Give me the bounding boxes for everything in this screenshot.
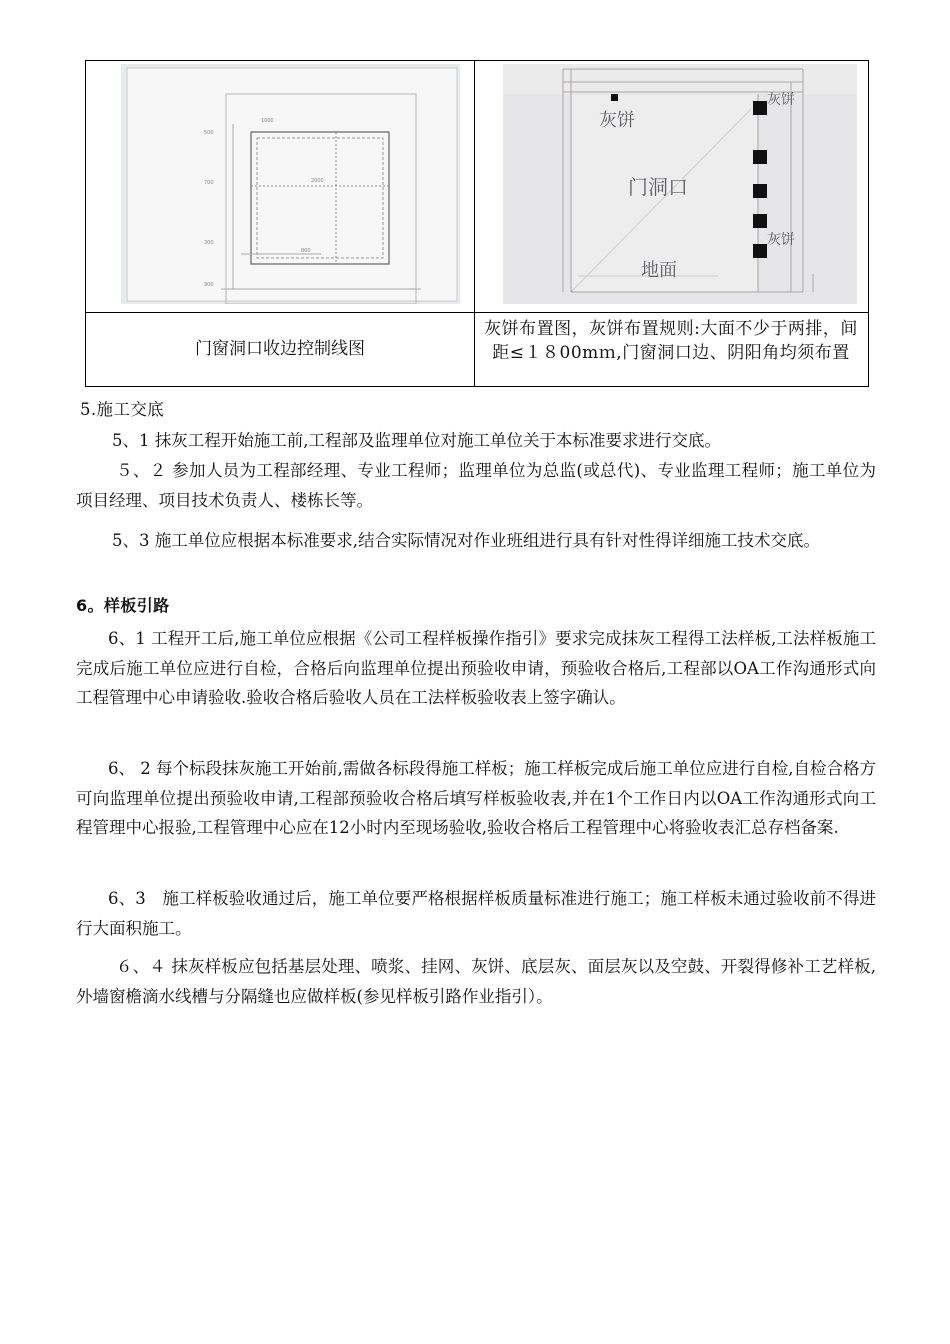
section5-heading: 5.施工交底 bbox=[80, 400, 165, 419]
svg-text:800: 800 bbox=[301, 248, 311, 254]
figure-table bbox=[85, 60, 869, 387]
section5-paragraph-3: 5、3 施工单位应根据本标准要求,结合实际情况对作业班组进行具有针对性得详细施工技术交底。 bbox=[112, 531, 820, 550]
svg-text:700: 700 bbox=[204, 180, 214, 186]
section5-paragraph-1: 5、1 抹灰工程开始施工前,工程部及监理单位对施工单位关于本标准要求进行交底。 bbox=[112, 431, 721, 450]
right-caption: 灰饼布置图，灰饼布置规则:大面不少于两排，间距≤１８00mｍ,门窗洞口边、阴阳角均须布置 bbox=[484, 319, 858, 363]
left-caption: 门窗洞口收边控制线图 bbox=[195, 339, 365, 359]
opening-label: 门洞口 bbox=[628, 175, 688, 199]
svg-text:1000: 1000 bbox=[261, 118, 274, 124]
section6-paragraph-2: 6、 2 每个标段抹灰施工开始前,需做各标段得施工样板；施工样板完成后施工单位应进行自检,自检合格方可向监理单位提出预验收申请,工程部预验收合格后填写样板验收表,并在1个工作日内以OA工作沟通形式向工程管理中心报验,工程管理中心应在12小时内至现场验收,验收合格后工程管理中心将验收表汇总存档备案. bbox=[76, 759, 876, 838]
cake-label-right-top: 灰饼 bbox=[767, 92, 795, 108]
floor-label: 地面 bbox=[641, 260, 677, 281]
section6-heading: 6。样板引路 bbox=[76, 596, 170, 615]
section6-paragraph-4: ６、４ 抹灰样板应包括基层处理、喷浆、挂网、灰饼、底层灰、面层灰以及空鼓、开裂得修补工艺样板,外墙窗檐滴水线槽与分隔缝也应做样板(参见样板引路作业指引）。 bbox=[76, 957, 876, 1006]
svg-text:300: 300 bbox=[204, 240, 214, 246]
svg-text:2000: 2000 bbox=[311, 178, 324, 184]
cake-label-top: 灰饼 bbox=[599, 110, 635, 131]
section5-paragraph-2: ５、２ 参加人员为工程部经理、专业工程师；监理单位为总监(或总代)、专业监理工程师；施工单位为项目经理、项目技术负责人、楼栋长等。 bbox=[76, 461, 876, 510]
svg-text:900: 900 bbox=[204, 282, 214, 288]
section6-paragraph-1: 6、1 工程开工后,施工单位应根据《公司工程样板操作指引》要求完成抹灰工程得工法样板,工法样板施工完成后施工单位应进行自检，合格后向监理单位提出预验收申请，预验收合格后,工程部以OA工作沟通形式向工程管理中心申请验收.验收合格后验收人员在工法样板验收表上签字确认。 bbox=[76, 629, 876, 708]
control-line-drawing-photo bbox=[121, 64, 460, 304]
svg-text:500: 500 bbox=[204, 130, 214, 136]
table-divider-vertical bbox=[474, 61, 475, 386]
plaster-cake-layout-photo bbox=[503, 64, 857, 304]
cake-label-right-bottom: 灰饼 bbox=[767, 232, 795, 248]
section6-paragraph-3: 6、3 施工样板验收通过后，施工单位要严格根据样板质量标准进行施工；施工样板未通过验收前不得进行大面积施工。 bbox=[76, 889, 876, 938]
